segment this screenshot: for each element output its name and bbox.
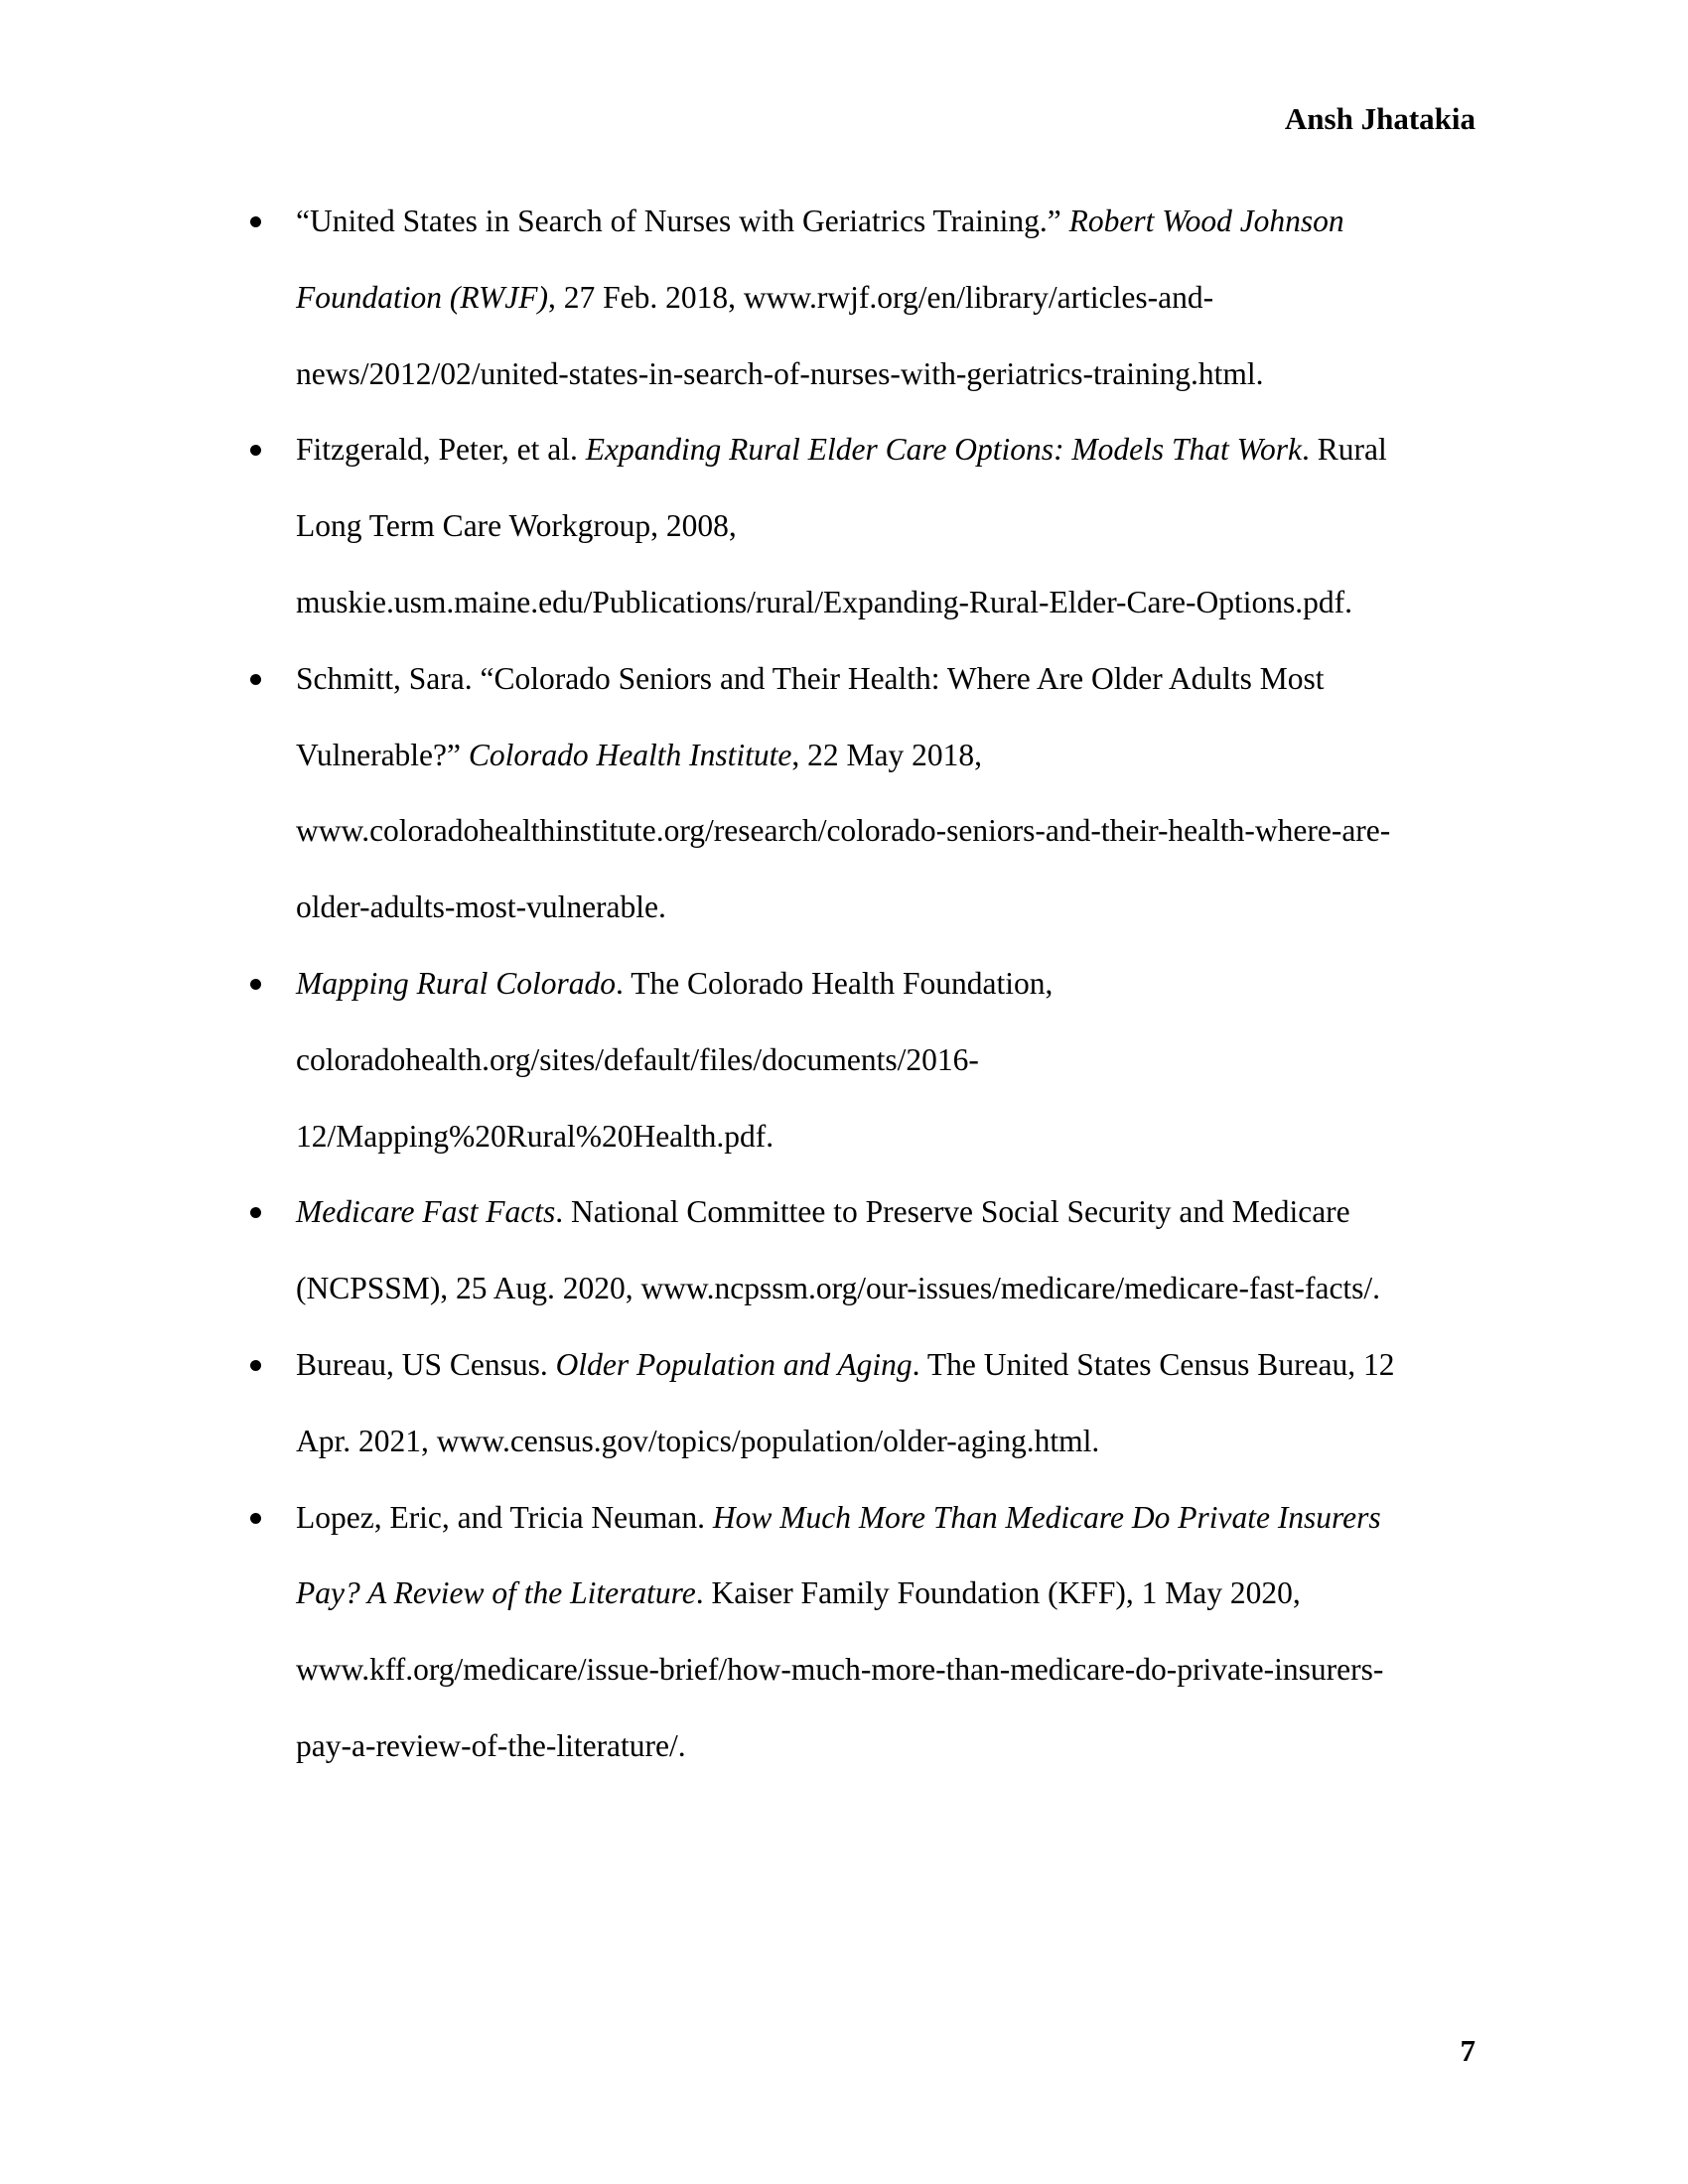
- italic-title: Older Population and Aging: [555, 1347, 913, 1382]
- citation-text: Bureau, US Census.: [296, 1347, 556, 1382]
- reference-line: [296, 1573, 1301, 1613]
- citation-text: . The United States Census Bureau, 12: [912, 1347, 1395, 1382]
- citation-text: (NCPSSM), 25 Aug. 2020, www.ncpssm.org/our-issues/medicare/medicare-fast-facts/.: [296, 1271, 1381, 1306]
- reference-line: [296, 1650, 1383, 1690]
- italic-title: Pay? A Review of the Literature: [296, 1575, 696, 1611]
- citation-text: 12/Mapping%20Rural%20Health.pdf.: [296, 1118, 774, 1154]
- citation-text: “United States in Search of Nurses with Geriatrics Training.”: [296, 204, 1069, 238]
- reference-line: [296, 1269, 1380, 1308]
- bullet-icon: [248, 216, 264, 232]
- bullet-icon: [248, 979, 264, 995]
- citation-text: muskie.usm.maine.edu/Publications/rural/Expanding-Rural-Elder-Care-Options.pdf.: [296, 585, 1353, 619]
- reference-line: [296, 1498, 1381, 1538]
- italic-title: How Much More Than Medicare Do Private Insurers: [712, 1499, 1381, 1535]
- citation-text: Vulnerable?”: [296, 737, 469, 772]
- citation-text: news/2012/02/united-states-in-search-of-nurses-with-geriatrics-training.html.: [296, 355, 1264, 391]
- reference-line: [296, 964, 1053, 1004]
- reference-line: [296, 1040, 979, 1080]
- citation-text: , 27 Feb. 2018, www.rwjf.org/en/library/articles-and-: [547, 279, 1214, 315]
- reference-line: [296, 1117, 774, 1157]
- citation-text: www.kff.org/medicare/issue-brief/how-much-more-than-medicare-do-private-insurers-: [296, 1652, 1384, 1688]
- reference-line: [296, 1726, 686, 1766]
- citation-text: . National Committee to Preserve Social Security and Medicare: [555, 1194, 1350, 1230]
- citation-text: Lopez, Eric, and Tricia Neuman.: [296, 1499, 713, 1535]
- bullet-icon: [248, 445, 264, 461]
- bullet-icon: [248, 1207, 264, 1223]
- citation-text: www.coloradohealthinstitute.org/research/colorado-seniors-and-their-health-where-are-: [296, 813, 1391, 849]
- reference-line: [296, 736, 982, 775]
- page-number: 7: [1460, 2033, 1476, 2068]
- italic-title: Mapping Rural Colorado: [296, 966, 617, 1001]
- reference-line: [296, 278, 1213, 318]
- citation-text: Fitzgerald, Peter, et al.: [296, 432, 586, 468]
- italic-title: Medicare Fast Facts: [296, 1194, 556, 1230]
- citation-text: . The Colorado Health Foundation,: [616, 966, 1054, 1001]
- citation-text: . Kaiser Family Foundation (KFF), 1 May 2020,: [695, 1575, 1301, 1611]
- citation-text: Schmitt, Sara. “Colorado Seniors and Their Health: Where Are Older Adults Most: [296, 660, 1325, 696]
- reference-line: [296, 659, 1325, 699]
- reference-line: [296, 887, 666, 927]
- reference-line: [296, 202, 1344, 241]
- reference-line: [296, 1192, 1350, 1232]
- italic-title: Foundation (RWJF): [296, 279, 548, 315]
- citation-text: Long Term Care Workgroup, 2008,: [296, 508, 737, 544]
- citation-text: pay-a-review-of-the-literature/.: [296, 1728, 686, 1763]
- reference-line: [296, 583, 1352, 622]
- reference-line: [296, 1422, 1099, 1461]
- citation-text: older-adults-most-vulnerable.: [296, 889, 666, 925]
- reference-line: [296, 430, 1387, 470]
- reference-line: [296, 506, 737, 546]
- italic-title: Expanding Rural Elder Care Options: Models That Work: [585, 432, 1303, 468]
- author-header: Ansh Jhatakia: [1284, 101, 1476, 136]
- citation-text: . Rural: [1302, 432, 1387, 468]
- italic-title: Robert Wood Johnson: [1068, 204, 1344, 238]
- bullet-icon: [248, 1513, 264, 1529]
- bullet-icon: [248, 674, 264, 690]
- italic-title: Colorado Health Institute: [468, 737, 792, 772]
- reference-line: [296, 811, 1390, 851]
- citation-text: Apr. 2021, www.census.gov/topics/population/older-aging.html.: [296, 1423, 1100, 1458]
- citation-text: coloradohealth.org/sites/default/files/documents/2016-: [296, 1041, 979, 1077]
- bullet-icon: [248, 1360, 264, 1376]
- citation-text: , 22 May 2018,: [791, 737, 983, 772]
- reference-line: [296, 354, 1263, 394]
- reference-line: [296, 1345, 1395, 1385]
